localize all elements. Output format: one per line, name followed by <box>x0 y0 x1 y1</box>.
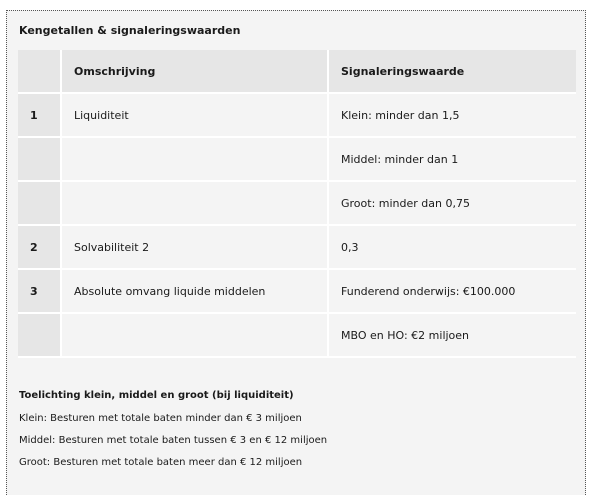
table-row <box>18 93 576 137</box>
row-signaleringswaarde: Klein: minder dan 1,5 <box>328 93 576 137</box>
row-omschrijving <box>61 137 328 181</box>
table-header-row <box>18 50 576 93</box>
row-omschrijving: Liquiditeit <box>61 93 328 137</box>
row-signaleringswaarde: Funderend onderwijs: €100.000 <box>328 269 576 313</box>
row-number <box>18 313 61 357</box>
toelichting-klein: Klein: Besturen met totale baten minder dan € 3 miljoen <box>19 413 302 424</box>
row-signaleringswaarde: Groot: minder dan 0,75 <box>328 181 576 225</box>
table-row <box>18 225 576 269</box>
toelichting-middel: Middel: Besturen met totale baten tussen € 3 en € 12 miljoen <box>19 435 328 446</box>
table-row <box>18 181 576 225</box>
table-row <box>18 137 576 181</box>
row-number: 3 <box>18 269 61 313</box>
row-number <box>18 137 61 181</box>
section-title: Kengetallen & signaleringswaarden <box>19 24 241 37</box>
header-omschrijving: Omschrijving <box>61 50 328 93</box>
header-signaleringswaarde: Signaleringswaarde <box>328 50 576 93</box>
row-number: 2 <box>18 225 61 269</box>
row-omschrijving: Solvabiliteit 2 <box>61 225 328 269</box>
row-omschrijving: Absolute omvang liquide middelen <box>61 269 328 313</box>
table-row <box>18 269 576 313</box>
toelichting-title: Toelichting klein, middel en groot (bij liquiditeit) <box>19 390 294 401</box>
table-row <box>18 313 576 357</box>
document-frame <box>6 10 586 495</box>
kengetallen-table <box>18 50 576 358</box>
toelichting-groot: Groot: Besturen met totale baten meer dan € 12 miljoen <box>19 457 303 468</box>
row-omschrijving <box>61 313 328 357</box>
row-signaleringswaarde: MBO en HO: €2 miljoen <box>328 313 576 357</box>
header-number <box>18 50 61 93</box>
row-number: 1 <box>18 93 61 137</box>
row-omschrijving <box>61 181 328 225</box>
toelichting-section <box>19 390 327 478</box>
row-signaleringswaarde: 0,3 <box>328 225 576 269</box>
row-number <box>18 181 61 225</box>
row-signaleringswaarde: Middel: minder dan 1 <box>328 137 576 181</box>
